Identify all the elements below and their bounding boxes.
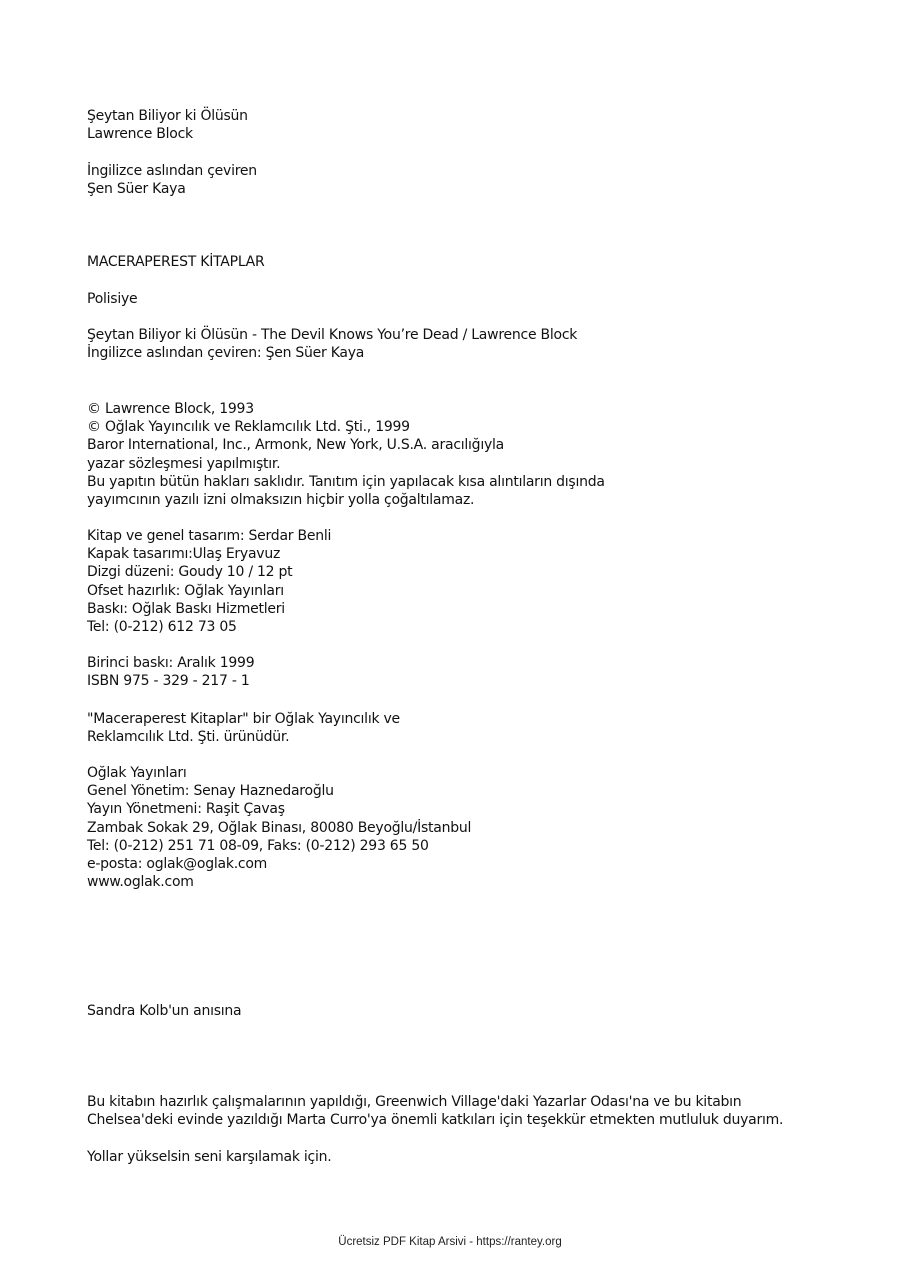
copyright-line: yazar sözleşmesi yapılmıştır.: [87, 455, 281, 472]
isbn-line: ISBN 975 - 329 - 217 - 1: [87, 673, 250, 690]
publisher-line: Yayın Yönetmeni: Raşit Çavaş: [87, 801, 285, 818]
credit-line: Baskı: Oğlak Baskı Hizmetleri: [87, 600, 285, 617]
translator-label: İngilizce aslından çeviren: [87, 163, 257, 179]
edition-block: [87, 654, 254, 690]
publisher-line: Oğlak Yayınları: [87, 765, 187, 781]
title-block: [87, 107, 248, 143]
acknowledgement-line: Bu kitabın hazırlık çalışmalarının yapıldığı, Greenwich Village'daki Yazarlar Odası'na ve bu kitabın: [87, 1094, 742, 1110]
product-note-line: "Maceraperest Kitaplar" bir Oğlak Yayıncılık ve: [87, 711, 400, 727]
credit-line: Kitap ve genel tasarım: Serdar Benli: [87, 528, 332, 544]
product-note-line: Reklamcılık Ltd. Şti. ürünüdür.: [87, 729, 290, 746]
page-footer: Ücretsiz PDF Kitap Arsivi - https://rantey.org: [338, 1236, 562, 1248]
credit-line: Tel: (0-212) 612 73 05: [87, 618, 237, 635]
book-author: Lawrence Block: [87, 126, 193, 143]
publisher-website: www.oglak.com: [87, 874, 194, 891]
publisher-block: [87, 764, 471, 891]
credit-line: Ofset hazırlık: Oğlak Yayınları: [87, 582, 284, 599]
book-info-line: Şeytan Biliyor ki Ölüsün - The Devil Knows You’re Dead / Lawrence Block: [87, 327, 578, 343]
genre: Polisiye: [87, 291, 138, 307]
series-name: MACERAPEREST KİTAPLAR: [87, 254, 265, 270]
acknowledgement-line: Chelsea'deki evinde yazıldığı Marta Curro'ya önemli katkıları için teşekkür etmekten mutluluk duyarım.: [87, 1112, 784, 1129]
copyright-block: [87, 400, 605, 509]
publisher-line: Genel Yönetim: Senay Haznedaroğlu: [87, 783, 334, 800]
copyright-line: Baror International, Inc., Armonk, New York, U.S.A. aracılığıyla: [87, 437, 504, 454]
publisher-email: e-posta: oglak@oglak.com: [87, 855, 268, 872]
copyright-line: yayımcının yazılı izni olmaksızın hiçbir yolla çoğaltılamaz.: [87, 491, 475, 508]
credit-line: Kapak tasarımı:Ulaş Eryavuz: [87, 546, 281, 563]
publisher-phone: Tel: (0-212) 251 71 08-09, Faks: (0-212) 293 65 50: [87, 837, 429, 854]
copyright-line: Bu yapıtın bütün hakları saklıdır. Tanıtım için yapılacak kısa alıntıların dışında: [87, 473, 605, 490]
edition-line: Birinci baskı: Aralık 1999: [87, 655, 255, 671]
copyright-line: © Lawrence Block, 1993: [87, 401, 254, 417]
closing-line: Yollar yükselsin seni karşılamak için.: [87, 1149, 332, 1165]
dedication: Sandra Kolb'un anısına: [87, 1003, 242, 1019]
book-info: [87, 326, 577, 362]
copyright-line: © Oğlak Yayıncılık ve Reklamcılık Ltd. Şti., 1999: [87, 419, 410, 436]
production-credits: [87, 527, 331, 636]
book-info-line: İngilizce aslından çeviren: Şen Süer Kaya: [87, 345, 365, 362]
product-note: [87, 710, 400, 746]
translator-name: Şen Süer Kaya: [87, 181, 186, 198]
acknowledgement: [87, 1093, 783, 1129]
translator-block: [87, 162, 257, 198]
book-title: Şeytan Biliyor ki Ölüsün: [87, 108, 248, 124]
credit-line: Dizgi düzeni: Goudy 10 / 12 pt: [87, 564, 293, 581]
publisher-address: Zambak Sokak 29, Oğlak Binası, 80080 Beyoğlu/İstanbul: [87, 819, 472, 836]
